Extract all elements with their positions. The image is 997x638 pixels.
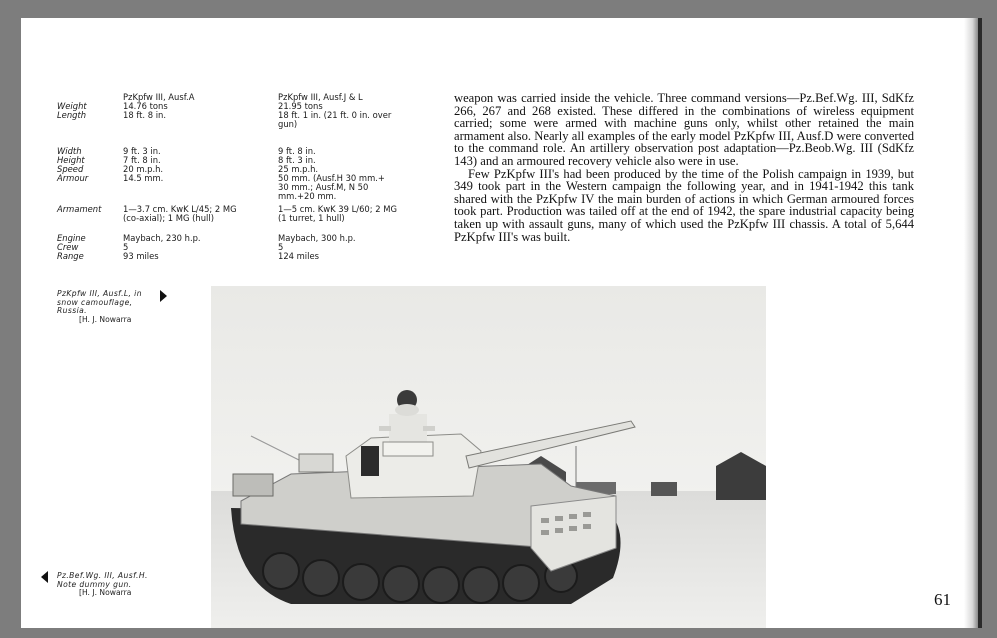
caption-bottom-text: Pz.Bef.Wg. III, Ausf.H. Note dummy gun.	[57, 571, 148, 589]
spec-value-j: 5	[278, 242, 284, 252]
caption-top-credit: [H. J. Nowarra	[79, 314, 132, 324]
spec-label: Weight	[57, 101, 87, 111]
spec-value-j: 18 ft. 1 in. (21 ft. 0 in. over gun)	[278, 110, 392, 130]
spec-value-a: 93 miles	[123, 251, 159, 261]
spec-label: Crew	[57, 242, 79, 252]
caption-top-text: PzKpfw III, Ausf.L, in snow camouflage, Russia.	[57, 289, 142, 316]
article-body	[454, 92, 914, 243]
page-binding-shadow	[964, 18, 978, 628]
spec-value-a: 7 ft. 8 in.	[123, 155, 161, 165]
spec-value-j: 21.95 tons	[278, 101, 323, 111]
spec-label: Range	[57, 251, 84, 261]
spec-value-a: Maybach, 230 h.p.	[123, 233, 201, 243]
spec-col-j-title: PzKpfw III, Ausf.J & L	[278, 92, 363, 102]
spec-value-j: 25 m.p.h.	[278, 164, 319, 174]
spec-label: Length	[57, 110, 87, 120]
paragraph-2: Few PzKpfw III's had been produced by the time of the Polish campaign in 1939, but 349 took part in the Western campaign the following year, and in 1941-1942 this tank shared with the PzKpfw IV the main burden of actions in which German armoured forces took part. Production was tailed off at the end of 1942, the spare industrial capacity being taken up with assault guns, many of which used the PzKpfw III chassis. A total of 5,644 PzKpfw III's was built.	[454, 166, 914, 244]
spec-value-j: 9 ft. 8 in.	[278, 146, 316, 156]
spec-label: Engine	[57, 233, 86, 243]
arrow-left-icon	[41, 571, 48, 583]
spec-value-a: 18 ft. 8 in.	[123, 110, 167, 120]
spec-label: Speed	[57, 164, 84, 174]
spec-col-a-title: PzKpfw III, Ausf.A	[123, 92, 195, 102]
book-page	[21, 18, 982, 628]
spec-value-j: Maybach, 300 h.p.	[278, 233, 356, 243]
page-number: 61	[934, 590, 951, 609]
spec-value-j: 1—5 cm. KwK 39 L/60; 2 MG (1 turret, 1 hull)	[278, 204, 397, 224]
spec-value-a: 14.5 mm.	[123, 173, 164, 183]
spec-label: Armament	[57, 204, 102, 214]
arrow-right-icon	[160, 290, 167, 302]
spec-value-a: 1—3.7 cm. KwK L/45; 2 MG (co-axial); 1 MG (hull)	[123, 204, 237, 224]
spec-label: Armour	[57, 173, 89, 183]
spec-label: Height	[57, 155, 85, 165]
spec-label: Width	[57, 146, 82, 156]
caption-bottom	[57, 572, 169, 598]
spec-value-a: 20 m.p.h.	[123, 164, 164, 174]
spec-value-a: 5	[123, 242, 129, 252]
spec-value-j: 50 mm. (Ausf.H 30 mm.+ 30 mm.; Ausf.M, N 50 mm.+20 mm.	[278, 173, 385, 202]
spec-value-a: 14.76 tons	[123, 101, 168, 111]
tank-photo	[211, 286, 766, 628]
spec-value-j: 8 ft. 3 in.	[278, 155, 316, 165]
spec-value-a: 9 ft. 3 in.	[123, 146, 161, 156]
caption-top	[57, 290, 157, 324]
caption-bottom-credit: [H. J. Nowarra	[79, 588, 132, 598]
tank-photo-illustration	[211, 286, 766, 628]
paragraph-1: weapon was carried inside the vehicle. Three command versions—Pz.Bef.Wg. III, SdKfz 266, 267 and 268 existed. These differed in the combinations of wireless equipment carried; some were armed with machine guns only, whilst other retained the main armament also. Nearly all examples of the early model PzKpfw III, Ausf.D were converted to the command role. An artillery observation post adaptation—Pz.Beob.Wg. III (SdKfz 143) and an armoured recovery vehicle also were in use.	[454, 91, 914, 168]
spec-value-j: 124 miles	[278, 251, 319, 261]
